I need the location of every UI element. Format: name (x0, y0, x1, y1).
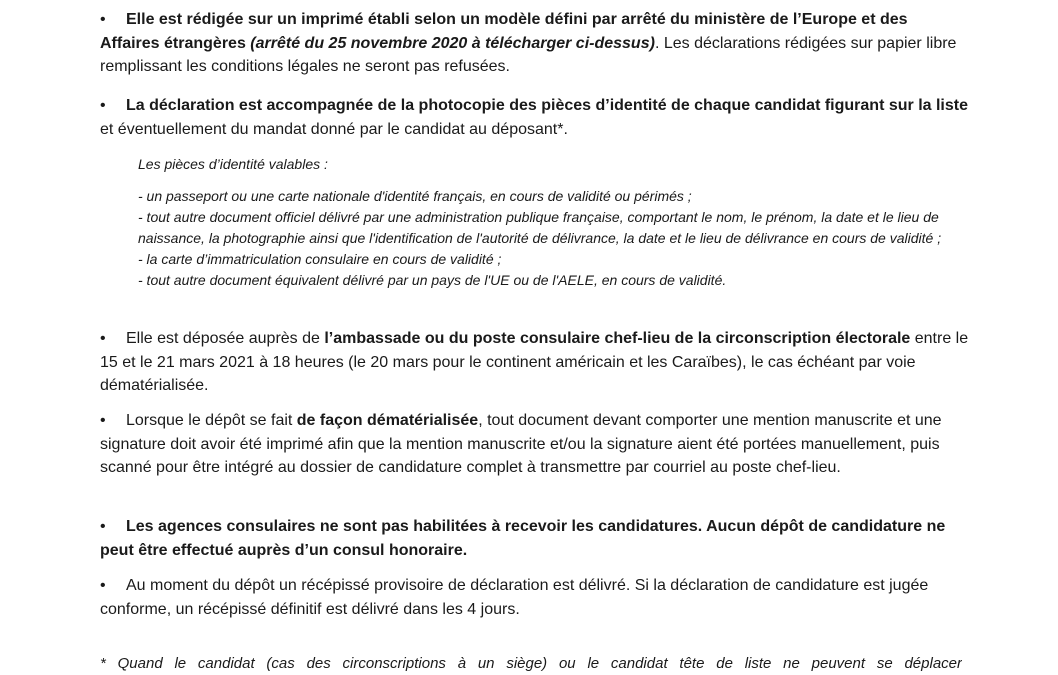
bullet-icon: • (100, 330, 106, 347)
identity-requirement-bold: La déclaration est accompagnée de la photocopie des pièces d’identité de chaque candidat figurant sur la liste (126, 97, 968, 114)
deposit-dates: entre le 15 et le 21 mars 2021 à 18 heures (le 20 mars pour le continent américain et les Caraïbes), le cas échéant par voie dématérialisée. (100, 330, 969, 394)
identity-document-item: - tout autre document équivalent délivré par un pays de l'UE ou de l'AELE, en cours de validité. (138, 272, 727, 288)
bullet-paragraph-digital (100, 409, 970, 480)
identity-documents-list (138, 154, 968, 291)
deposit-intro: Elle est déposée auprès de (126, 330, 325, 347)
bullet-icon: • (100, 11, 106, 28)
identity-document-item: - la carte d’immatriculation consulaire en cours de validité ; (138, 251, 502, 267)
form-requirement-rest: . Les déclarations rédigées sur papier libre remplissant les conditions légales ne seront pas refusées. (100, 34, 957, 75)
bullet-icon: • (100, 577, 106, 594)
bullet-paragraph-agencies (100, 515, 970, 562)
receipt-text: Au moment du dépôt un récépissé provisoire de déclaration est délivré. Si la déclaration de candidature est jugée conforme, un récépissé définitif est délivré dans les 4 jours. (100, 577, 929, 618)
bullet-paragraph-form (100, 8, 970, 79)
digital-intro: Lorsque le dépôt se fait (126, 412, 297, 429)
bullet-icon: • (100, 412, 106, 429)
identity-requirement-rest: et éventuellement du mandat donné par le candidat au déposant*. (100, 120, 568, 138)
digital-rest: , tout document devant comporter une mention manuscrite et une signature doit avoir été imprimé afin que la mention manuscrite et/ou la signature aient été portées manuellement, puis scanné pour être intégré au dossier de candidature complet à transmettre par courriel au poste chef-lieu. (100, 412, 942, 476)
bullet-icon: • (100, 518, 106, 535)
identity-documents-heading: Les pièces d’identité valables : (138, 156, 328, 172)
digital-bold: de façon dématérialisée (296, 412, 479, 429)
bullet-paragraph-deposit (100, 327, 970, 398)
identity-document-item: - un passeport ou une carte nationale d'identité français, en cours de validité ou périmés ; (138, 188, 692, 204)
form-requirement-bold: Elle est rédigée sur un imprimé établi selon un modèle défini par arrêté du ministère de l’Europe et des Affaires étrangères (100, 11, 908, 52)
decree-reference: (arrêté du 25 novembre 2020 à télécharger ci-dessus) (250, 34, 655, 52)
deposit-location-bold: l’ambassade ou du poste consulaire chef-lieu de la circonscription électorale (324, 330, 911, 347)
agencies-warning: Les agences consulaires ne sont pas habilitées à recevoir les candidatures. Aucun dépôt de candidature ne peut être effectué auprès d’un consul honoraire. (100, 518, 946, 559)
footnote: * Quand le candidat (cas des circonscriptions à un siège) ou le candidat tête de liste ne peuvent se déplacer (100, 655, 962, 672)
bullet-paragraph-identity (100, 94, 970, 141)
bullet-paragraph-receipt (100, 574, 970, 621)
identity-document-item: - tout autre document officiel délivré par une administration publique française, comportant le nom, le prénom, la date et le lieu de naissance, la photographie ainsi que l'identification de l'autorité de délivrance, la date et le lieu de délivrance en cours de validité ; (138, 209, 942, 246)
bullet-icon: • (100, 97, 106, 114)
